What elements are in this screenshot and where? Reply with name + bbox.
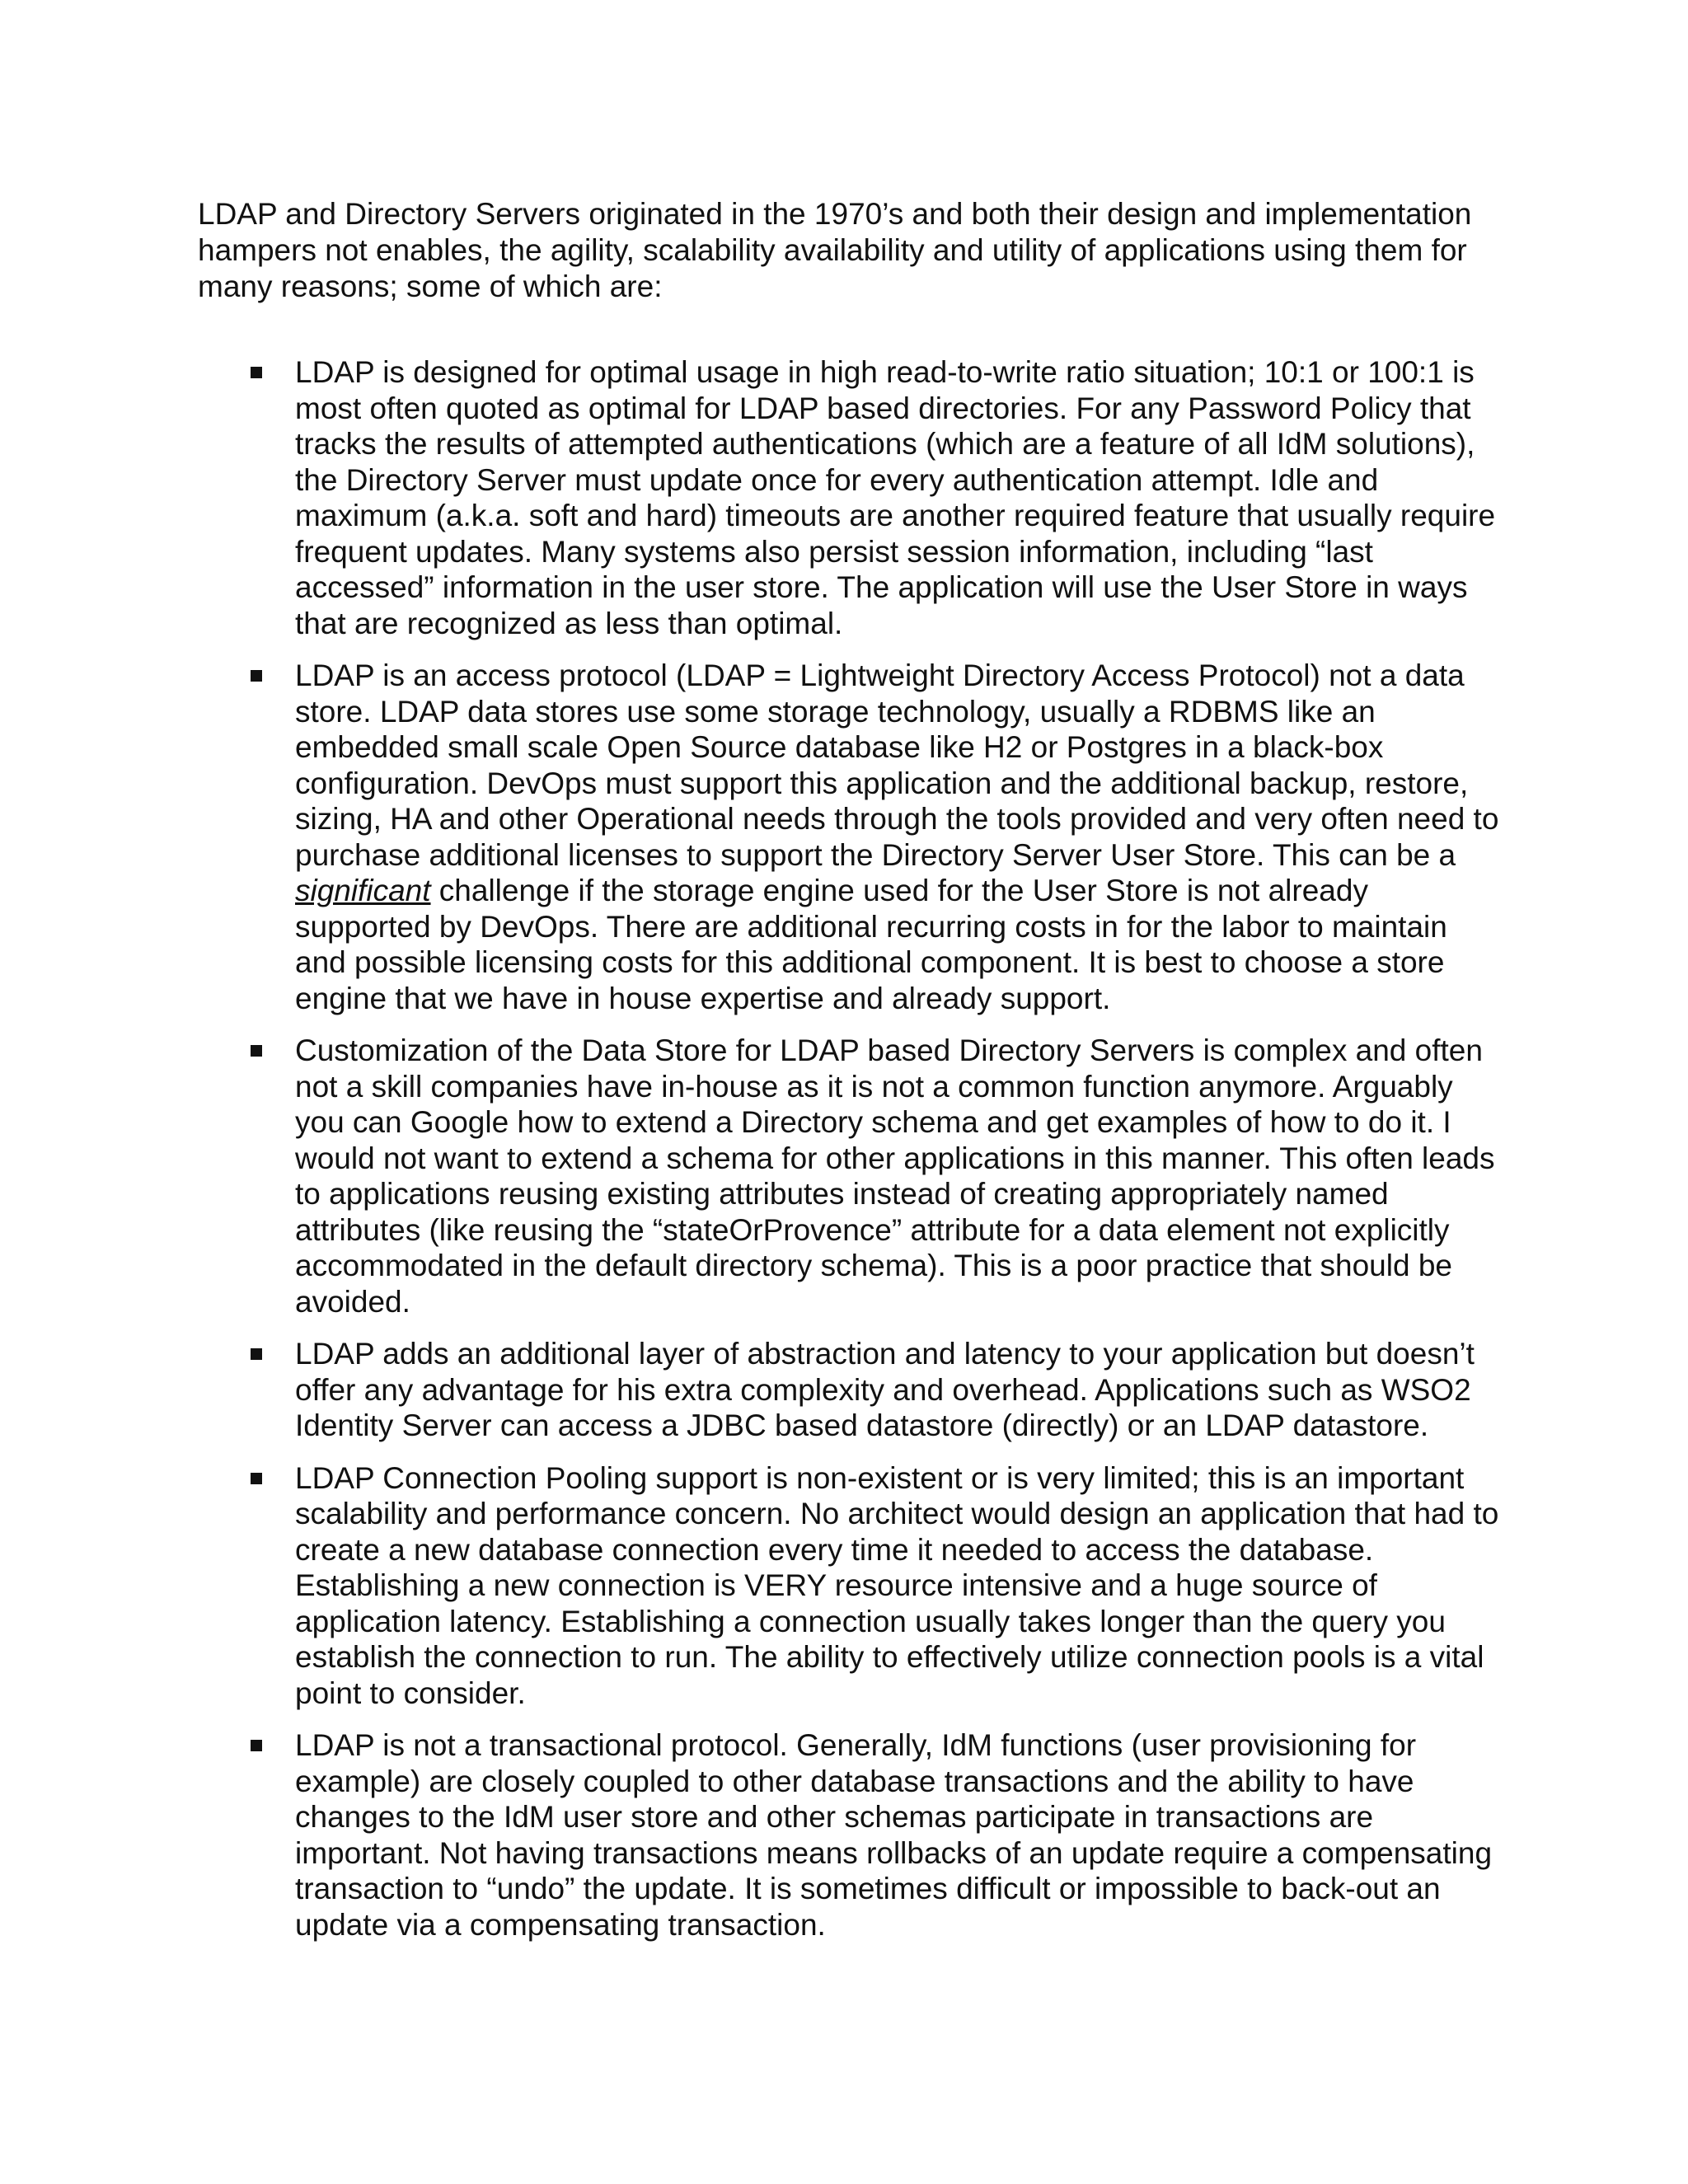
square-bullet-icon [251, 367, 262, 378]
square-bullet-icon [251, 1473, 262, 1484]
list-item [198, 1727, 1500, 1943]
list-item [198, 354, 1500, 641]
list-item-text: LDAP is not a transactional protocol. Generally, IdM functions (user provisioning for example) are closely coupled to other database transactions and the ability to have changes to the IdM user store and other schemas participate in transactions are important. Not having transactions means rollbacks of an update require a compensating transaction to “undo” the update. It is sometimes difficult or impossible to back-out an update via a compensating transaction. [295, 1728, 1493, 1942]
square-bullet-icon [251, 1348, 262, 1360]
list-item [198, 1033, 1500, 1319]
list-item [198, 658, 1500, 1016]
list-item-text: LDAP is designed for optimal usage in high read-to-write ratio situation; 10:1 or 100:1 is most often quoted as optimal for LDAP based directories. For any Password Policy that tracks the results of attempted authentications (which are a feature of all IdM solutions), the Directory Server must update once for every authentication attempt. Idle and maximum (a.k.a. soft and hard) timeouts are another required feature that usually require frequent updates. Many systems also persist session information, including “last accessed” information in the user store. The application will use the User Store in ways that are recognized as less than optimal. [295, 355, 1496, 640]
list-item-text: LDAP adds an additional layer of abstraction and latency to your application but doesn’t offer any advantage for his extra complexity and overhead. Applications such as WSO2 Identity Server can access a JDBC based datastore (directly) or an LDAP datastore. [295, 1337, 1475, 1442]
list-item-text: Customization of the Data Store for LDAP based Directory Servers is complex and often not a skill companies have in-house as it is not a common function anymore. Arguably you can Google how to extend a Directory schema and get examples of how to do it. I would not want to extend a schema for other applications in this manner. This often leads to applications reusing existing attributes instead of creating appropriately named attributes (like reusing the “stateOrProvence” attribute for a data element not explicitly accommodated in the default directory schema). This is a poor practice that should be avoided. [295, 1033, 1495, 1319]
list-item-text [295, 658, 1500, 1016]
list-item [198, 1460, 1500, 1712]
square-bullet-icon [251, 1740, 262, 1751]
square-bullet-icon [251, 1045, 262, 1057]
list-item-text: LDAP Connection Pooling support is non-existent or is very limited; this is an important scalability and performance concern. No architect would design an application that had to create a new database connection every time it needed to access the database. Establishing a new connection is VERY resource intensive and a huge source of application latency. Establishing a connection usually takes longer than the query you establish the connection to run. The ability to effectively utilize connection pools is a vital point to consider. [295, 1460, 1499, 1710]
list-item [198, 1336, 1500, 1444]
list-item-text-before: LDAP is an access protocol (LDAP = Lightweight Directory Access Protocol) not a data store. LDAP data stores use some storage technology, usually a RDBMS like an embedded small scale Open Source database like H2 or Postgres in a black-box configuration. DevOps must support this application and the additional backup, restore, sizing, HA and other Operational needs through the tools provided and very often need to purchase additional licenses to support the Directory Server User Store. This can be a [295, 658, 1499, 872]
square-bullet-icon [251, 670, 262, 682]
emphasized-word: significant [295, 874, 431, 907]
list-item-text-after: challenge if the storage engine used for the User Store is not already supported by DevOps. There are additional recurring costs in for the labor to maintain and possible licensing costs for this additional component. It is best to choose a store engine that we have in house expertise and already support. [295, 874, 1447, 1015]
intro-paragraph: LDAP and Directory Servers originated in the 1970’s and both their design and implementation hampers not enables, the agility, scalability availability and utility of applications using them for many reasons; some of which are: [198, 197, 1472, 303]
reasons-list [198, 354, 1500, 1959]
